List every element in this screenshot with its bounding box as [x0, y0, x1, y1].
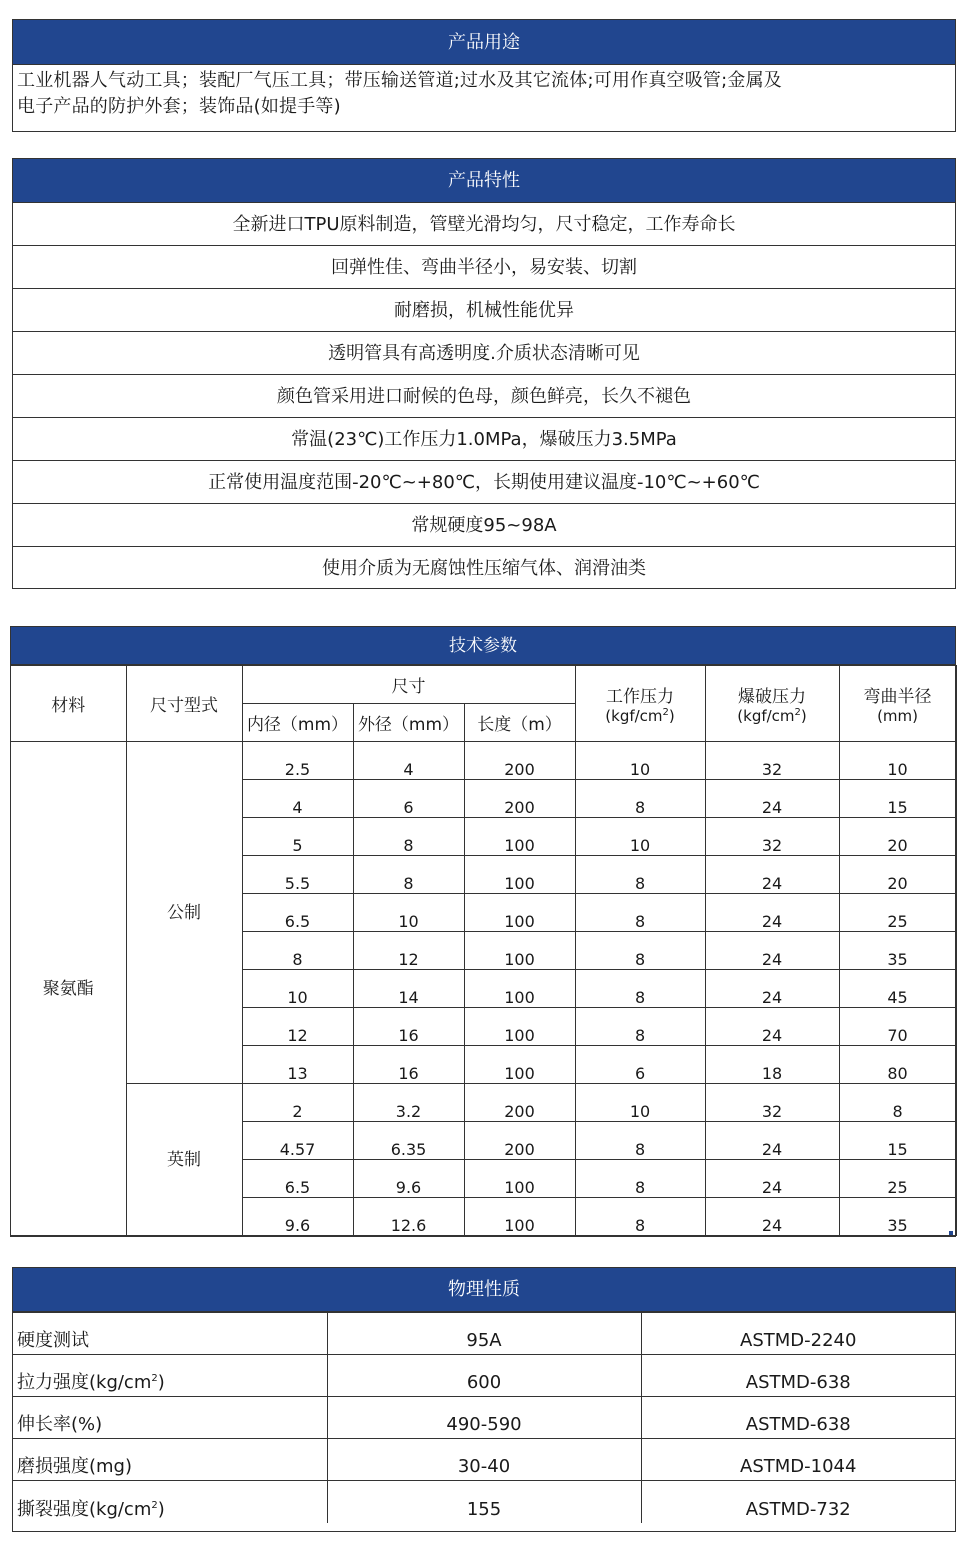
table-cell: 16 — [353, 1008, 464, 1046]
features-title: 产品特性 — [13, 159, 955, 203]
table-cell: 100 — [464, 970, 575, 1008]
header-length: 长度（m） — [464, 704, 575, 742]
property-value: 30-40 — [327, 1439, 641, 1481]
table-cell: 5 — [242, 818, 353, 856]
features-section — [12, 158, 956, 589]
property-standard: ASTMD-732 — [641, 1481, 955, 1523]
table-cell: 8 — [242, 932, 353, 970]
table-cell: 15 — [839, 1122, 956, 1160]
table-cell: 3.2 — [353, 1084, 464, 1122]
table-cell: 12 — [353, 932, 464, 970]
table-cell: 6 — [353, 780, 464, 818]
table-cell: 14 — [353, 970, 464, 1008]
table-cell: 200 — [464, 742, 575, 780]
table-row — [11, 1084, 956, 1122]
imperial-label: 英制 — [126, 1084, 242, 1236]
table-cell: 20 — [839, 818, 956, 856]
table-cell: 4 — [242, 780, 353, 818]
table-cell: 24 — [705, 1008, 839, 1046]
table-row — [13, 1481, 955, 1523]
table-cell: 35 — [839, 932, 956, 970]
property-value: 155 — [327, 1481, 641, 1523]
table-cell: 10 — [242, 970, 353, 1008]
table-cell: 4 — [353, 742, 464, 780]
table-cell: 6.35 — [353, 1122, 464, 1160]
table-cell: 24 — [705, 1160, 839, 1198]
table-cell: 100 — [464, 1046, 575, 1084]
table-cell: 100 — [464, 932, 575, 970]
table-cell: 10 — [575, 742, 705, 780]
tech-table — [11, 665, 957, 1236]
table-cell: 6.5 — [242, 1160, 353, 1198]
table-cell: 24 — [705, 856, 839, 894]
table-cell: 100 — [464, 1198, 575, 1236]
table-cell: 24 — [705, 1122, 839, 1160]
table-cell: 8 — [575, 970, 705, 1008]
tech-table-body — [11, 742, 956, 1236]
header-burst-pressure — [705, 666, 839, 742]
table-cell: 70 — [839, 1008, 956, 1046]
table-cell: 8 — [353, 818, 464, 856]
property-standard: ASTMD-638 — [641, 1355, 955, 1397]
table-cell: 4.57 — [242, 1122, 353, 1160]
feature-item: 透明管具有高透明度.介质状态清晰可见 — [13, 332, 955, 375]
burst-pressure-unit: $(kgf/cm^2)$ — [737, 707, 807, 725]
table-cell: 45 — [839, 970, 956, 1008]
table-cell: 25 — [839, 1160, 956, 1198]
table-cell: 9.6 — [242, 1198, 353, 1236]
property-name: 磨损强度(mg) — [13, 1439, 327, 1481]
table-cell: 20 — [839, 856, 956, 894]
work-pressure-label: 工作压力 — [606, 687, 675, 707]
table-cell: 8 — [575, 856, 705, 894]
feature-item: 回弹性佳、弯曲半径小，易安装、切割 — [13, 246, 955, 289]
table-cell: 2 — [242, 1084, 353, 1122]
table-cell: 16 — [353, 1046, 464, 1084]
feature-item: 颜色管采用进口耐候的色母，颜色鲜亮，长久不褪色 — [13, 375, 955, 418]
features-list — [13, 203, 955, 590]
header-size-type: 尺寸型式 — [126, 666, 242, 742]
property-name: 伸长率(%) — [13, 1397, 327, 1439]
table-cell: 100 — [464, 894, 575, 932]
table-cell: 13 — [242, 1046, 353, 1084]
metric-label: 公制 — [126, 742, 242, 1084]
table-cell: 32 — [705, 1084, 839, 1122]
burst-pressure-label: 爆破压力 — [738, 687, 807, 707]
property-standard: ASTMD-2240 — [641, 1313, 955, 1355]
table-cell: 8 — [353, 856, 464, 894]
feature-item: 使用介质为无腐蚀性压缩气体、润滑油类 — [322, 558, 646, 579]
table-cell: 80 — [839, 1046, 956, 1084]
feature-item: 全新进口TPU原料制造，管壁光滑均匀，尺寸稳定，工作寿命长 — [13, 203, 955, 246]
table-row — [13, 1397, 955, 1439]
table-cell: 25 — [839, 894, 956, 932]
table-cell: 15 — [839, 780, 956, 818]
table-cell: 32 — [705, 818, 839, 856]
tech-title: 技术参数 — [11, 627, 955, 665]
table-cell: 8 — [575, 1198, 705, 1236]
table-cell: 200 — [464, 780, 575, 818]
header-material: 材料 — [11, 666, 126, 742]
table-row — [11, 742, 956, 780]
table-cell: 200 — [464, 1084, 575, 1122]
material-cell: 聚氨酯 — [11, 742, 126, 1236]
feature-item: 常规硬度95~98A — [13, 504, 955, 547]
table-cell: 8 — [575, 1160, 705, 1198]
property-name: 撕裂强度$(kg/cm^2)$ — [13, 1481, 327, 1523]
tech-section — [10, 626, 956, 1237]
table-cell: 5.5 — [242, 856, 353, 894]
table-cell: 12.6 — [353, 1198, 464, 1236]
table-cell: 18 — [705, 1046, 839, 1084]
bend-radius-unit: (mm) — [877, 707, 918, 725]
table-cell: 8 — [575, 1008, 705, 1046]
usage-section — [12, 19, 956, 132]
property-standard: ASTMD-638 — [641, 1397, 955, 1439]
property-value: 600 — [327, 1355, 641, 1397]
property-name: 硬度测试 — [13, 1313, 327, 1355]
table-cell: 2.5 — [242, 742, 353, 780]
header-outer: 外径（mm） — [353, 704, 464, 742]
table-cell: 10 — [575, 1084, 705, 1122]
physical-table — [13, 1312, 955, 1523]
table-cell: 24 — [705, 1198, 839, 1236]
feature-item: 耐磨损，机械性能优异 — [13, 289, 955, 332]
table-cell: 32 — [705, 742, 839, 780]
bend-radius-label: 弯曲半径 — [863, 687, 932, 707]
table-cell: 12 — [242, 1008, 353, 1046]
table-row — [13, 1439, 955, 1481]
resize-handle-icon — [949, 1231, 953, 1235]
usage-title: 产品用途 — [13, 20, 955, 65]
header-work-pressure — [575, 666, 705, 742]
usage-line-1: 工业机器人气动工具；装配厂气压工具；带压输送管道;过水及其它流体;可用作真空吸管;金属及 — [17, 70, 782, 91]
table-cell: 100 — [464, 856, 575, 894]
table-cell: 100 — [464, 1160, 575, 1198]
feature-item: 常温(23℃)工作压力1.0MPa，爆破压力3.5MPa — [13, 418, 955, 461]
table-cell: 9.6 — [353, 1160, 464, 1198]
table-cell: 100 — [464, 818, 575, 856]
table-cell: 6 — [575, 1046, 705, 1084]
table-row — [13, 1313, 955, 1355]
property-value: 95A — [327, 1313, 641, 1355]
header-inner: 内径（mm） — [242, 704, 353, 742]
table-cell: 24 — [705, 970, 839, 1008]
table-cell: 10 — [575, 818, 705, 856]
table-cell: 24 — [705, 932, 839, 970]
header-bend-radius — [839, 666, 956, 742]
table-cell: 200 — [464, 1122, 575, 1160]
feature-item: 正常使用温度范围-20℃~+80℃，长期使用建议温度-10℃~+60℃ — [13, 461, 955, 504]
table-cell: 35 — [839, 1198, 956, 1236]
physical-section — [12, 1267, 956, 1532]
header-size: 尺寸 — [242, 666, 575, 704]
table-cell: 100 — [464, 1008, 575, 1046]
table-row — [13, 1355, 955, 1397]
table-cell: 24 — [705, 780, 839, 818]
usage-line-2: 电子产品的防护外套；装饰品(如提手等) — [17, 96, 341, 117]
table-cell: 8 — [575, 1122, 705, 1160]
property-value: 490-590 — [327, 1397, 641, 1439]
work-pressure-unit: $(kgf/cm^2)$ — [605, 707, 675, 725]
physical-title: 物理性质 — [13, 1268, 955, 1312]
usage-text — [13, 65, 955, 120]
table-cell: 8 — [575, 780, 705, 818]
physical-table-body — [13, 1313, 955, 1523]
table-cell: 8 — [575, 894, 705, 932]
table-cell: 6.5 — [242, 894, 353, 932]
property-standard: ASTMD-1044 — [641, 1439, 955, 1481]
property-name: 拉力强度$(kg/cm^2)$ — [13, 1355, 327, 1397]
table-cell: 10 — [353, 894, 464, 932]
table-cell: 24 — [705, 894, 839, 932]
table-cell: 10 — [839, 742, 956, 780]
table-cell: 8 — [575, 932, 705, 970]
table-cell: 8 — [839, 1084, 956, 1122]
